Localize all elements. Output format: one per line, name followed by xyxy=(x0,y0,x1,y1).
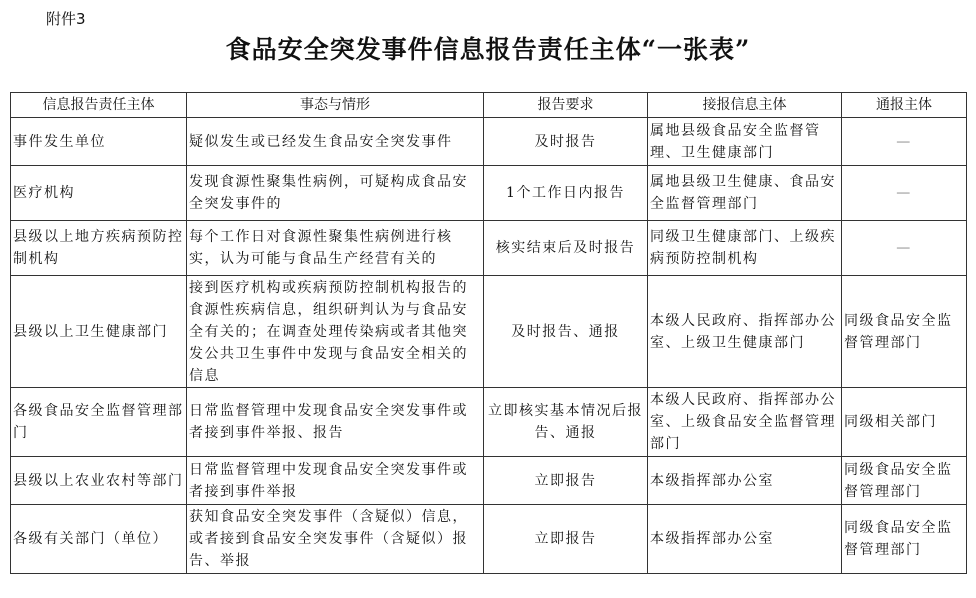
cell-subject: 事件发生单位 xyxy=(11,118,187,166)
cell-requirement: 及时报告、通报 xyxy=(484,276,648,388)
cell-receiver: 属地县级食品安全监督管理、卫生健康部门 xyxy=(648,118,842,166)
cell-notifier: 同级食品安全监督管理部门 xyxy=(842,505,967,574)
cell-requirement: 及时报告 xyxy=(484,118,648,166)
attachment-label: 附件3 xyxy=(46,10,86,28)
cell-notifier: 同级相关部门 xyxy=(842,388,967,457)
table-row xyxy=(11,457,967,505)
cell-requirement: 立即报告 xyxy=(484,457,648,505)
table-row xyxy=(11,505,967,574)
cell-notifier: — xyxy=(842,221,967,276)
cell-notifier: — xyxy=(842,118,967,166)
cell-situation: 疑似发生或已经发生食品安全突发事件 xyxy=(187,118,484,166)
cell-situation: 日常监督管理中发现食品安全突发事件或者接到事件举报 xyxy=(187,457,484,505)
cell-notifier: — xyxy=(842,166,967,221)
cell-situation: 接到医疗机构或疾病预防控制机构报告的食源性疾病信息，组织研判认为与食品安全有关的；在调查处理传染病或者其他突发公共卫生事件中发现与食品安全相关的信息 xyxy=(187,276,484,388)
cell-receiver: 属地县级卫生健康、食品安全监督管理部门 xyxy=(648,166,842,221)
cell-notifier: 同级食品安全监督管理部门 xyxy=(842,276,967,388)
cell-receiver: 本级指挥部办公室 xyxy=(648,505,842,574)
header-receiver: 接报信息主体 xyxy=(648,93,842,118)
cell-requirement: 立即核实基本情况后报告、通报 xyxy=(484,388,648,457)
header-situation: 事态与情形 xyxy=(187,93,484,118)
cell-requirement: 1个工作日内报告 xyxy=(484,166,648,221)
cell-situation: 发现食源性聚集性病例，可疑构成食品安全突发事件的 xyxy=(187,166,484,221)
cell-subject: 各级食品安全监督管理部门 xyxy=(11,388,187,457)
cell-receiver: 本级人民政府、指挥部办公室、上级食品安全监督管理部门 xyxy=(648,388,842,457)
cell-subject: 县级以上地方疾病预防控制机构 xyxy=(11,221,187,276)
cell-subject: 各级有关部门（单位） xyxy=(11,505,187,574)
cell-notifier: 同级食品安全监督管理部门 xyxy=(842,457,967,505)
table-row xyxy=(11,166,967,221)
cell-situation: 获知食品安全突发事件（含疑似）信息，或者接到食品安全突发事件（含疑似）报告、举报 xyxy=(187,505,484,574)
cell-receiver: 同级卫生健康部门、上级疾病预防控制机构 xyxy=(648,221,842,276)
table-header-row xyxy=(11,93,967,118)
cell-requirement: 核实结束后及时报告 xyxy=(484,221,648,276)
document-title: 食品安全突发事件信息报告责任主体“一张表” xyxy=(225,35,751,64)
responsibility-table xyxy=(10,92,967,574)
cell-subject: 县级以上卫生健康部门 xyxy=(11,276,187,388)
table-row xyxy=(11,118,967,166)
table-row xyxy=(11,221,967,276)
cell-situation: 日常监督管理中发现食品安全突发事件或者接到事件举报、报告 xyxy=(187,388,484,457)
cell-subject: 医疗机构 xyxy=(11,166,187,221)
header-notifier: 通报主体 xyxy=(842,93,967,118)
cell-receiver: 本级指挥部办公室 xyxy=(648,457,842,505)
cell-subject: 县级以上农业农村等部门 xyxy=(11,457,187,505)
cell-receiver: 本级人民政府、指挥部办公室、上级卫生健康部门 xyxy=(648,276,842,388)
header-subject: 信息报告责任主体 xyxy=(11,93,187,118)
cell-requirement: 立即报告 xyxy=(484,505,648,574)
cell-situation: 每个工作日对食源性聚集性病例进行核实，认为可能与食品生产经营有关的 xyxy=(187,221,484,276)
header-requirement: 报告要求 xyxy=(484,93,648,118)
table-row xyxy=(11,388,967,457)
table-row xyxy=(11,276,967,388)
